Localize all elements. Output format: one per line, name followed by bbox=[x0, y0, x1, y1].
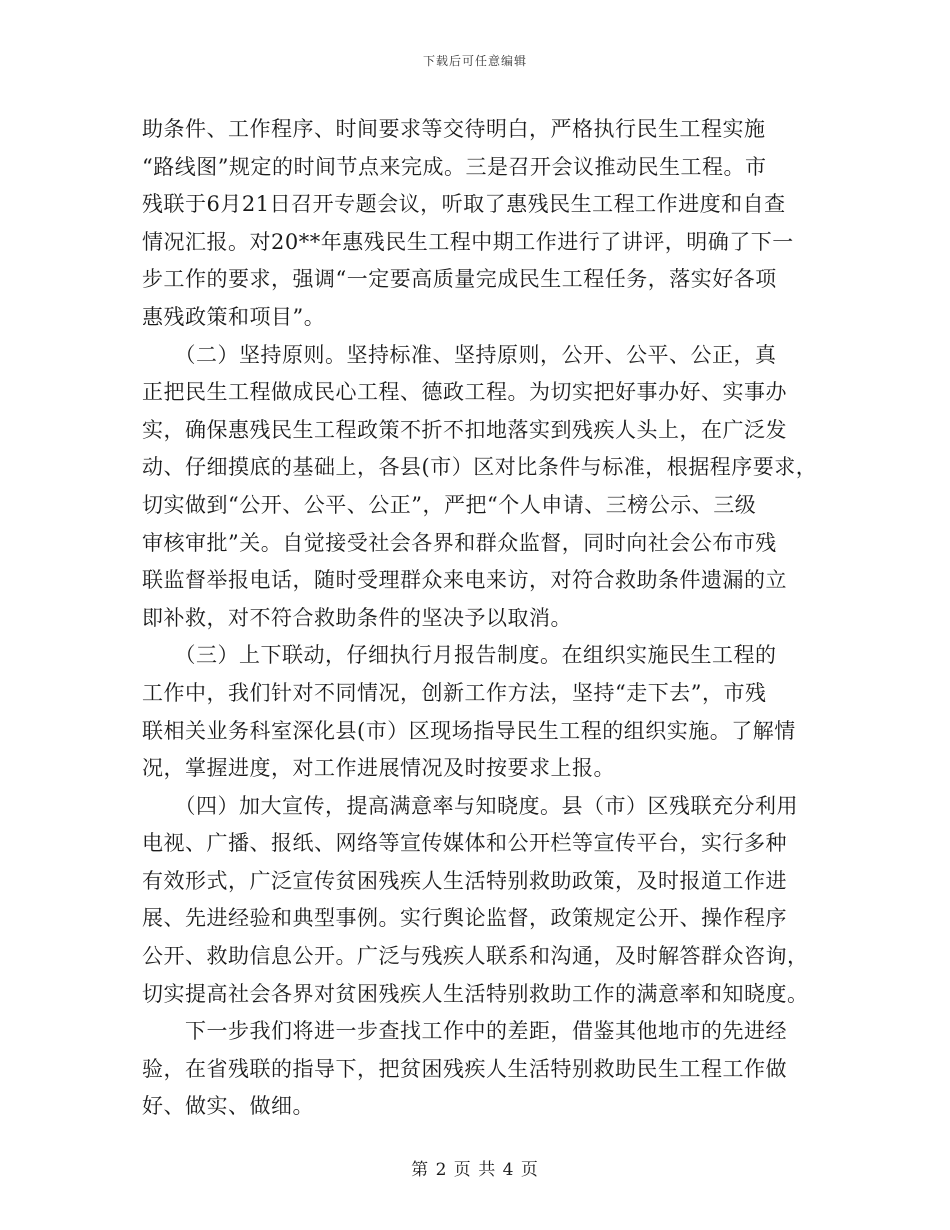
text-line: 电视、广播、报纸、网络等宣传媒体和公开栏等宣传平台，实行多种 bbox=[142, 831, 787, 856]
text-line: “路线图”规定的时间节点来完成。三是召开会议推动民生工程。市 bbox=[142, 154, 767, 179]
text-line: 情况汇报。对20**年惠残民生工程中期工作进行了讲评，明确了下一 bbox=[142, 229, 794, 254]
text-line: 步工作的要求，强调“一定要高质量完成民生工程任务，落实好各项 bbox=[142, 267, 777, 292]
text-line: 有效形式，广泛宣传贫困残疾人生活特别救助政策，及时报道工作进 bbox=[142, 868, 787, 893]
text-line: 助条件、工作程序、时间要求等交待明白，严格执行民生工程实施 bbox=[142, 117, 766, 141]
text-line: 工作中，我们针对不同情况，创新工作方法，坚持“走下去”，市残 bbox=[142, 680, 767, 705]
text-line: 切实做到“公开、公平、公正”，严把“个人申请、三榜公示、三级 bbox=[142, 492, 757, 517]
text-line: 审核审批”关。自觉接受社会各界和群众监督，同时向社会公布市残 bbox=[142, 530, 777, 555]
text-line: 况，掌握进度，对工作进展情况及时按要求上报。 bbox=[142, 756, 615, 781]
text-line: （二）坚持原则。坚持标准、坚持原则，公开、公平、公正，真 bbox=[142, 342, 777, 367]
text-line: 公开、救助信息公开。广泛与残疾人联系和沟通，及时解答群众咨询， bbox=[142, 944, 809, 969]
text-line: 验，在省残联的指导下，把贫困残疾人生活特别救助民生工程工作做 bbox=[142, 1056, 787, 1081]
body-text bbox=[142, 111, 822, 1126]
text-line: 正把民生工程做成民心工程、德政工程。为切实把好事办好、实事办 bbox=[142, 380, 787, 405]
text-line: 残联于6月21日召开专题会议，听取了惠残民生工程工作进度和自查 bbox=[142, 192, 786, 217]
text-line: 动、仔细摸底的基础上，各县(市）区对比条件与标准，根据程序要求， bbox=[142, 455, 818, 480]
text-line: 展、先进经验和典型事例。实行舆论监督，政策规定公开、操作程序 bbox=[142, 906, 787, 931]
text-line: 好、做实、做细。 bbox=[142, 1094, 314, 1119]
text-line: 下一步我们将进一步查找工作中的差距，借鉴其他地市的先进经 bbox=[142, 1019, 787, 1044]
text-line: 切实提高社会各界对贫困残疾人生活特别救助工作的满意率和知晓度。 bbox=[142, 981, 809, 1006]
text-line: （三）上下联动，仔细执行月报告制度。在组织实施民生工程的 bbox=[142, 643, 777, 668]
page-header-note: 下载后可任意编辑 bbox=[422, 54, 527, 68]
page-number-footer: 第 2 页 共 4 页 bbox=[411, 1160, 539, 1180]
text-line: 即补救，对不符合救助条件的坚决予以取消。 bbox=[142, 605, 572, 630]
text-line: （四）加大宣传，提高满意率与知晓度。县（市）区残联充分利用 bbox=[142, 793, 798, 818]
text-line: 实，确保惠残民生工程政策不折不扣地落实到残疾人头上，在广泛发 bbox=[142, 417, 787, 442]
text-line: 联监督举报电话，随时受理群众来电来访，对符合救助条件遗漏的立 bbox=[142, 568, 787, 593]
text-line: 惠残政策和项目”。 bbox=[142, 304, 326, 329]
text-line: 联相关业务科室深化县(市）区现场指导民生工程的组织实施。了解情 bbox=[142, 718, 796, 743]
